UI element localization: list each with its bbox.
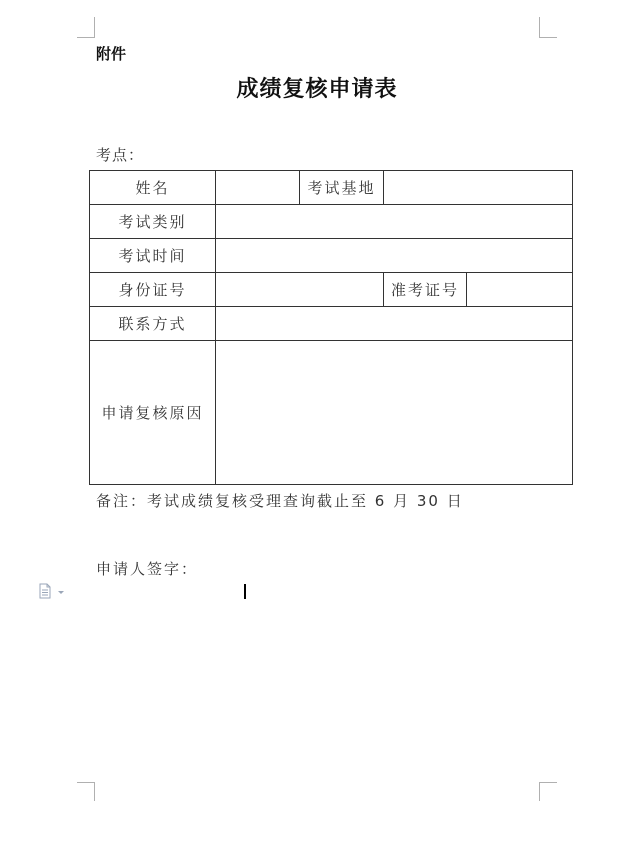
note-text: 备注：考试成绩复核受理查询截止至 6 月 30 日: [96, 492, 464, 510]
page-corner-mark-bottom-right: [539, 782, 557, 801]
review-reason-value-cell[interactable]: [216, 341, 573, 485]
name-value-cell[interactable]: [216, 171, 300, 205]
exam-category-label-cell: 考试类别: [90, 205, 216, 239]
page-corner-mark-top-left: [77, 17, 95, 38]
exam-site-label-cell: 考试基地: [300, 171, 384, 205]
table-row: [90, 273, 573, 307]
exam-time-label-cell: 考试时间: [90, 239, 216, 273]
venue-label[interactable]: 考点：: [96, 146, 145, 164]
attachment-label: 附件: [96, 45, 127, 63]
contact-label-cell: 联系方式: [90, 307, 216, 341]
id-number-value-cell[interactable]: [216, 273, 384, 307]
table-row: [90, 307, 573, 341]
name-label-cell: 姓名: [90, 171, 216, 205]
exam-category-value-cell[interactable]: [216, 205, 573, 239]
table-row: [90, 205, 573, 239]
review-reason-label-cell: 申请复核原因: [90, 341, 216, 485]
exam-time-value-cell[interactable]: [216, 239, 573, 273]
id-number-label-cell: 身份证号: [90, 273, 216, 307]
contact-value-cell[interactable]: [216, 307, 573, 341]
document-icon[interactable]: [38, 583, 68, 599]
page-title: 成绩复核申请表: [236, 77, 398, 102]
page-corner-mark-bottom-left: [77, 782, 95, 801]
application-form-table: [89, 170, 573, 485]
page-corner-mark-top-right: [539, 17, 557, 38]
exam-site-value-cell[interactable]: [384, 171, 573, 205]
signature-label[interactable]: 申请人签字：: [96, 560, 199, 578]
admission-ticket-value-cell[interactable]: [467, 273, 573, 307]
text-cursor: [244, 584, 246, 599]
admission-ticket-label-cell: 准考证号: [384, 273, 467, 307]
table-row: [90, 341, 573, 485]
table-row: [90, 171, 573, 205]
table-row: [90, 239, 573, 273]
